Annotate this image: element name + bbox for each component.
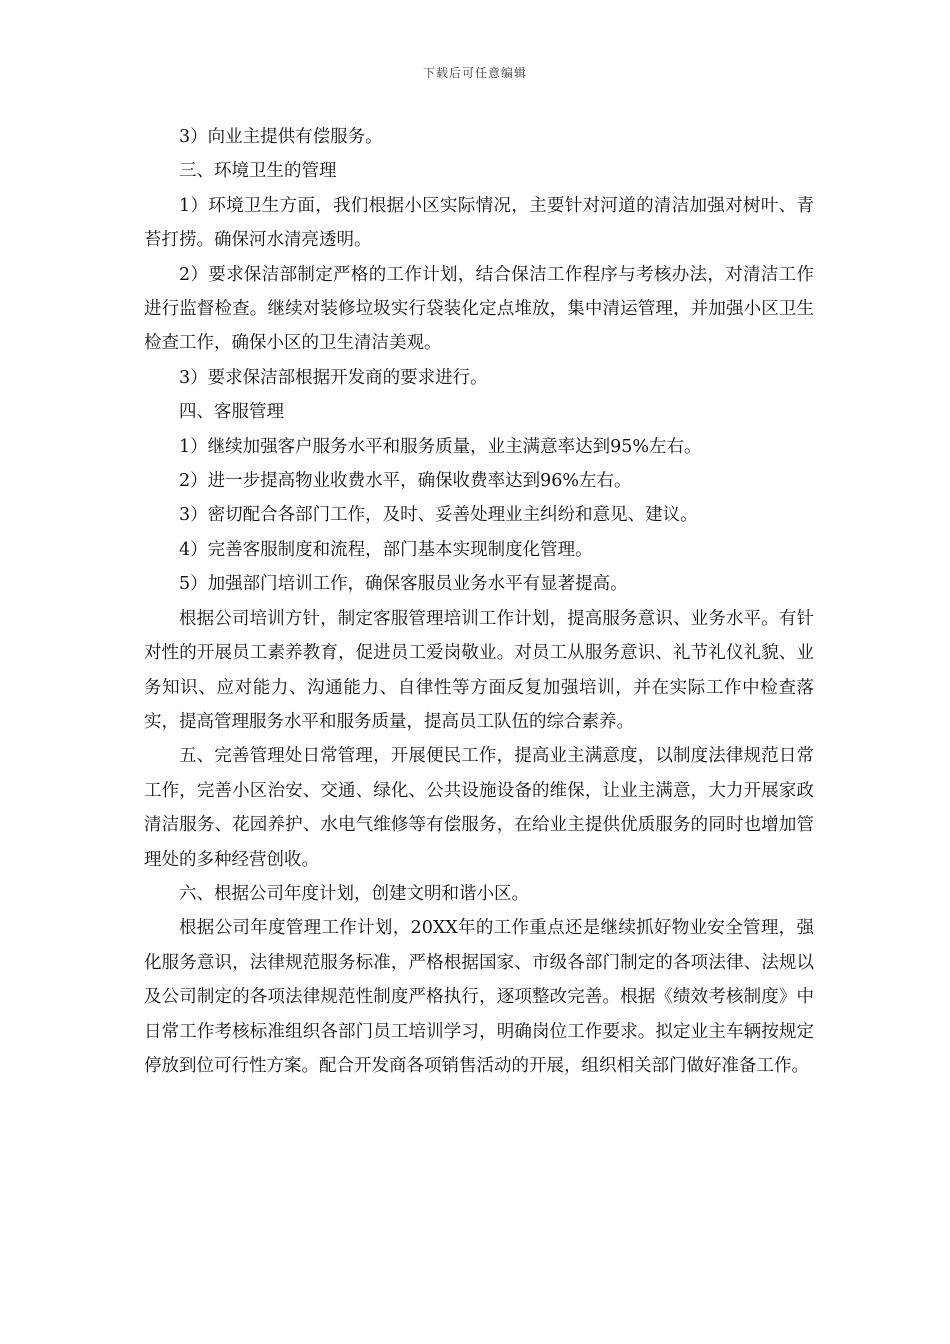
paragraph-11: 5）加强部门培训工作，确保客服员业务水平有显著提高。 (179, 574, 628, 595)
paragraph-8: 2）进一步提高物业收费水平，确保收费率达到96%左右。 (179, 471, 632, 492)
paragraph-15: 根据公司年度管理工作计划，20XX年的工作重点还是继续抓好物业安全管理，强化服务意识，法律规范服务标准，严格根据国家、市级各部门制定的各项法律、法规以及公司制定的各项法律规范性制度严格执行，逐项整改完善。根据《绩效考核制度》中日常工作考核标准组织各部门员工培训学习，明确岗位工作要求。拟定业主车辆按规定停放到位可行性方案。配合开发商各项销售活动的开展，组织相关部门做好准备工作。 (144, 918, 814, 1076)
paragraph-12: 根据公司培训方针，制定客服管理培训工作计划，提高服务意识、业务水平。有针对性的开展员工素养教育，促进员工爱岗敬业。对员工从服务意识、礼节礼仪礼貌、业务知识、应对能力、沟通能力、自律性等方面反复加强培训，并在实际工作中检查落实，提高管理服务水平和服务质量，提高员工队伍的综合素养。 (144, 608, 814, 732)
section-heading-customer-service: 四、客服管理 (179, 402, 284, 423)
document-body (144, 120, 814, 1083)
paragraph-3: 1）环境卫生方面，我们根据小区实际情况，主要针对河道的清洁加强对树叶、青苔打捞。确保河水清亮透明。 (144, 195, 814, 251)
paragraph-9: 3）密切配合各部门工作，及时、妥善处理业主纠纷和意见、建议。 (179, 505, 698, 526)
paragraph-1: 3）向业主提供有偿服务。 (179, 127, 383, 147)
section-heading-daily-management: 五、完善管理处日常管理，开展便民工作，提高业主满意度，以制度法律规范日常工作，完善小区治安、交通、绿化、公共设施设备的维保，让业主满意，大力开展家政清洁服务、花园养护、水电气维修等有偿服务，在给业主提供优质服务的同时也增加管理处的多种经营创收。 (144, 746, 814, 870)
paragraph-10: 4）完善客服制度和流程，部门基本实现制度化管理。 (179, 539, 593, 560)
paragraph-4: 2）要求保洁部制定严格的工作计划，结合保洁工作程序与考核办法，对清洁工作进行监督检查。继续对装修垃圾实行袋装化定点堆放，集中清运管理，并加强小区卫生检查工作，确保小区的卫生清洁美观。 (144, 264, 814, 354)
paragraph-7: 1）继续加强客户服务水平和服务质量，业主满意率达到95%左右。 (179, 436, 702, 457)
section-heading-annual-plan: 六、根据公司年度计划，创建文明和谐小区。 (179, 883, 529, 904)
section-heading-environment: 三、环境卫生的管理 (179, 161, 337, 182)
paragraph-5: 3）要求保洁部根据开发商的要求进行。 (179, 367, 488, 388)
page-header: 下载后可任意编辑 (422, 66, 527, 80)
